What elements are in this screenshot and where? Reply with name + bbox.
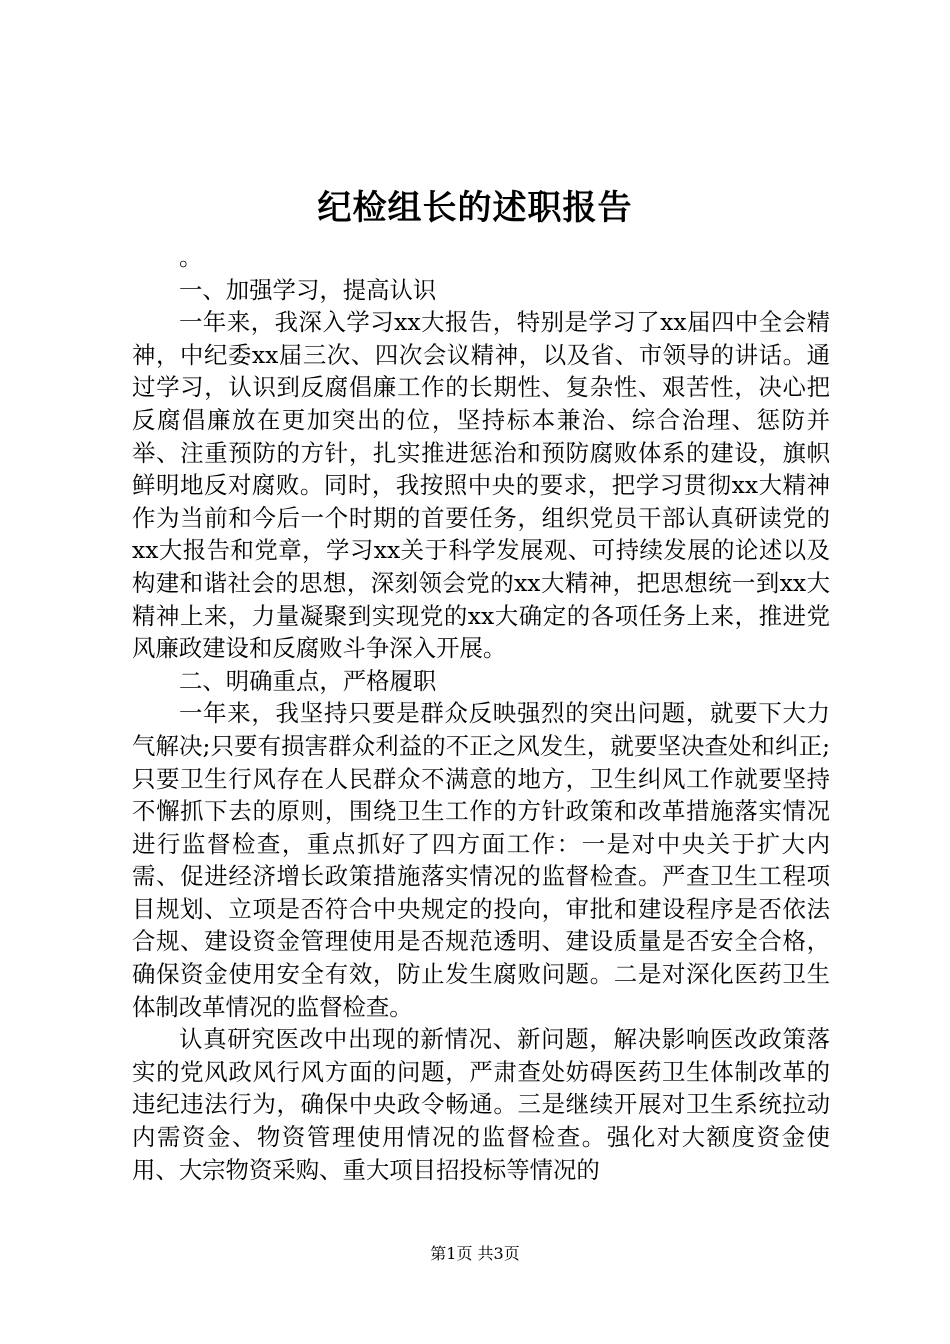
section-2-paragraph-2: 认真研究医改中出现的新情况、新问题，解决影响医改政策落实的党风政风行风方面的问题，严肃查处妨碍医药卫生体制改革的违纪违法行为，确保中央政令畅通。三是继续开展对卫生系统拉动内需资金、物资管理使用情况的监督检查。强化对大额度资金使用、大宗物资采购、重大项目招投标等情况的 [132, 1025, 830, 1184]
section-1-paragraph: 一年来，我深入学习xx大报告，特别是学习了xx届四中全会精神，中纪委xx届三次、四次会议精神，以及省、市领导的讲话。通过学习，认识到反腐倡廉工作的长期性、复杂性、艰苦性，决心把反腐倡廉放在更加突出的位，坚持标本兼治、综合治理、惩防并举、注重预防的方针，扎实推进惩治和预防腐败体系的建设，旗帜鲜明地反对腐败。同时，我按照中央的要求，把学习贯彻xx大精神作为当前和今后一个时期的首要任务，组织党员干部认真研读党的xx大报告和党章，学习xx关于科学发展观、可持续发展的论述以及构建和谐社会的思想，深刻领会党的xx大精神，把思想统一到xx大精神上来，力量凝聚到实现党的xx大确定的各项任务上来，推进党风廉政建设和反腐败斗争深入开展。 [132, 308, 830, 663]
document-body [132, 241, 830, 1186]
leading-mark: 。 [179, 243, 203, 271]
section-heading-1: 一、加强学习，提高认识 [179, 275, 437, 304]
page-footer: 第1页 共3页 [430, 1244, 520, 1263]
section-heading-2: 二、明确重点，严格履职 [179, 666, 437, 695]
section-2-paragraph-1: 一年来，我坚持只要是群众反映强烈的突出问题，就要下大力气解决;只要有损害群众利益的不正之风发生，就要坚决查处和纠正;只要卫生行风存在人民群众不满意的地方，卫生纠风工作就要坚持不懈抓下去的原则，围绕卫生工作的方针政策和改革措施落实情况进行监督检查，重点抓好了四方面工作：一是对中央关于扩大内需、促进经济增长政策措施落实情况的监督检查。严查卫生工程项目规划、立项是否符合中央规定的投向，审批和建设程序是否依法合规、建设资金管理使用是否规范透明、建设质量是否安全合格，确保资金使用安全有效，防止发生腐败问题。二是对深化医药卫生体制改革情况的监督检查。 [132, 699, 830, 1021]
document-title: 纪检组长的述职报告 [317, 188, 633, 228]
